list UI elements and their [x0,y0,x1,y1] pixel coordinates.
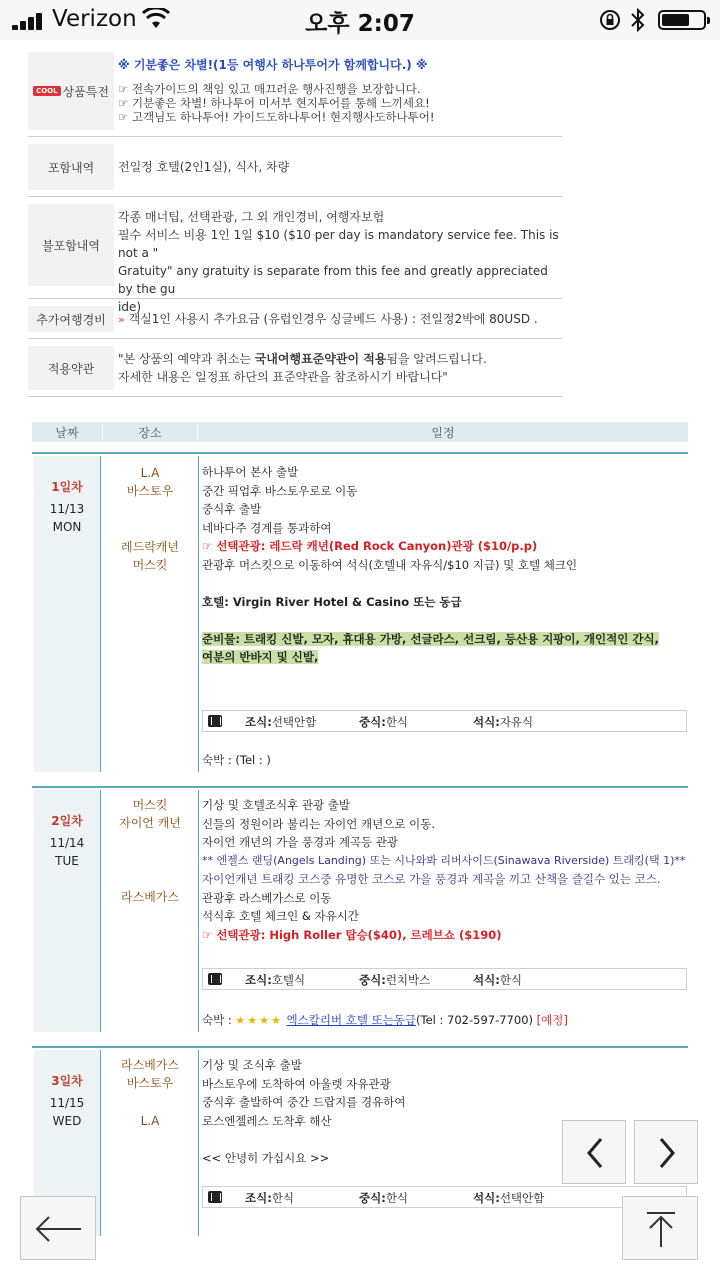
day-1-block [32,452,688,774]
red-arrow-icon: » [118,313,125,326]
day-1-place-top: L.A 바스토우 [126,466,174,498]
info-special-row [28,52,562,130]
day-3-place-top: 라스베가스 바스토우 [121,1058,179,1090]
scroll-top-button[interactable] [622,1196,698,1260]
header-itinerary: 일정 [431,426,455,440]
header-date: 날짜 [55,426,79,440]
info-terms-value: "본 상품의 예약과 취소는 국내여행표준약관이 적용됨을 알려드립니다. 자세한 내용은 일정표 하단의 표준약관을 참조하시기 바랍니다" [118,352,487,384]
special-headline: ※ 기분좋은 차별!(1등 여행사 하나투어가 함께합니다.) ※ [118,58,428,72]
day-1-lodging: 숙박 : (Tel : ) [202,753,271,767]
excluded-line: 필수 서비스 비용 1인 1일 $10 ($10 per day is mandatory service fee. This is not a " [118,228,559,260]
day-label: 1일차 [51,480,83,494]
prev-button[interactable] [562,1120,626,1184]
arrow-left-icon [21,1197,97,1261]
day-3-meals: 조식:한식 중식:한식 석식:선택안함 [202,1186,687,1208]
day-3-date-cell: 3일차 11/15 WED [34,1050,100,1236]
cool-badge: COOL [33,86,61,96]
chevron-right-icon [635,1121,699,1185]
optional-tour: ☞ 선택관광: 레드락 캐년(Red Rock Canyon)관광 ($10/p.p) [202,539,538,553]
carrier-name: Verizon [52,6,137,32]
supplies-line: 여분의 반바지 및 신발, [202,650,319,664]
status-badge: [예정] [536,1013,568,1027]
info-extra-row [28,306,562,332]
day-3-place-mid: L.A [140,1114,160,1128]
day-1-meals: 조식:선택안함 중식:한식 석식:자유식 [202,710,687,732]
rotation-lock-icon [598,8,622,32]
info-included-value: 전일정 호텔(2인1실), 식사, 차량 [118,160,290,174]
schedule-header [32,422,688,442]
day-2-block [32,786,688,1034]
excluded-line: 각종 매너팁, 선택관광, 그 외 개인경비, 여행자보험 [118,210,385,224]
meal-icon [208,1191,222,1203]
info-special-value [118,56,562,124]
next-button[interactable] [634,1120,698,1184]
star-rating-icon: ★★★★ [235,1014,283,1027]
day-2-place-mid: 라스베가스 [121,890,179,904]
day-1-date-cell: 1일차 11/13 MON [34,456,100,772]
excluded-line: ide) [118,300,142,314]
hotel-line: 호텔: Virgin River Hotel & Casino 또는 동급 [202,594,462,609]
info-excluded-row [28,204,562,314]
day-2-lodging: 숙박 : ★★★★ 엑스칼리버 호텔 또는동급(Tel : 702-597-7700) [예정] [202,1013,568,1027]
excluded-line: Gratuity" any gratuity is separate from this fee and greatly appreciated by the gu [118,264,548,296]
meal-icon [208,715,222,727]
divider [28,298,562,299]
terms-bold: 국내여행표준약관이 적용 [254,352,387,366]
battery-icon [658,10,706,30]
info-excluded-label: 불포함내역 [28,204,114,286]
day-2-meals: 조식:호텔식 중식:런치박스 석식:한식 [202,968,687,990]
back-button[interactable] [20,1196,96,1260]
clock: 오후 2:07 [305,11,415,37]
info-excluded-value [118,208,562,316]
special-line: ☞ 고객님도 하나투어! 가이드도하나투어! 현지행사도하나투어! [118,110,435,124]
chevron-left-icon [563,1121,627,1185]
divider [28,136,562,137]
meal-icon [208,973,222,985]
divider [28,338,562,339]
divider [28,196,562,197]
day-label: 2일차 [51,814,83,828]
special-line: ☞ 전속가이드의 책임 있고 매끄러운 행사진행을 보장합니다. [118,82,421,96]
day-2-itinerary: 기상 및 호텔조식후 관광 출발 신들의 정원이라 불리는 자이언 캐년으로 이동. 자이언 캐년의 가을 풍경과 계곡등 관광 ** 엔젤스 랜딩(Angels Landing) 또는 시나와봐 리버사이드(Sinawava Riverside) 트래킹(택 1)** 자이언캐년 트래킹 코스중 유명한 코스로 가을 풍경과 계곡을 끼고 산책을 즐길수 있는 코스. 관광후 라스베가스로 이동 석식후 호텔 체크인 & 자유시간 ☞ 선택관광: High Roller 탑승($40), 르레브쇼 ($190) [202,796,685,944]
hotel-link[interactable]: 엑스칼리버 호텔 또는동급 [286,1013,417,1027]
day-2-place-top: 머스킷 자이언 캐년 [119,798,181,830]
info-included-row [28,144,562,190]
arrow-up-icon [623,1197,699,1261]
info-terms-row [28,346,562,390]
info-extra-label: 추가여행경비 [28,306,114,332]
day-1-itinerary: 하나투어 본사 출발 중간 픽업후 바스토우로로 이동 중식후 출발 네바다주 경계를 통과하여 ☞ 선택관광: 레드락 캐년(Red Rock Canyon)관광 ($10/p.p) 관광후 머스킷으로 이동하여 석식(호텔내 자유식/$10 지급) 및 호텔 체크인 호텔: Virgin River Hotel & Casino 또는 동급 준비물: 트래킹 신발, 모자, 휴대용 가방, 선글라스, 선크림, 등산용 지팡이, 개인적인 간식, 여분의 반바지 및 신발, [202,465,659,664]
info-special-label: COOL 상품특전 [28,52,114,130]
bluetooth-icon [628,6,648,34]
day-2-date-cell: 2일차 11/14 TUE [34,790,100,1032]
info-extra-value: » 객실1인 사용시 추가요금 (유럽인경우 싱글베드 사용) : 전일정2박에 80USD . [118,312,538,326]
day-3-itinerary: 기상 및 조식후 출발 바스토우에 도착하여 아울렛 자유관광 중식후 출발하여 중간 드랍지를 경유하여 로스엔젤레스 도착후 해산 << 안녕히 가십시요 >> [202,1058,406,1165]
optional-tour: ☞ 선택관광: High Roller 탑승($40), 르레브쇼 ($190) [202,927,502,942]
status-bar [0,0,720,40]
info-terms-label: 적용약관 [28,346,114,390]
divider [28,396,562,397]
supplies-line: 준비물: 트래킹 신발, 모자, 휴대용 가방, 선글라스, 선크림, 등산용 지팡이, 개인적인 간식, [202,631,659,646]
day-1-place-mid: 레드락캐년 머스킷 [121,540,179,572]
header-place: 장소 [138,426,162,440]
special-line: ☞ 기분좋은 차별! 하나투어 미서부 현지투어를 통해 느끼세요! [118,96,430,110]
info-included-label: 포함내역 [28,144,114,190]
day-label: 3일차 [51,1074,83,1088]
